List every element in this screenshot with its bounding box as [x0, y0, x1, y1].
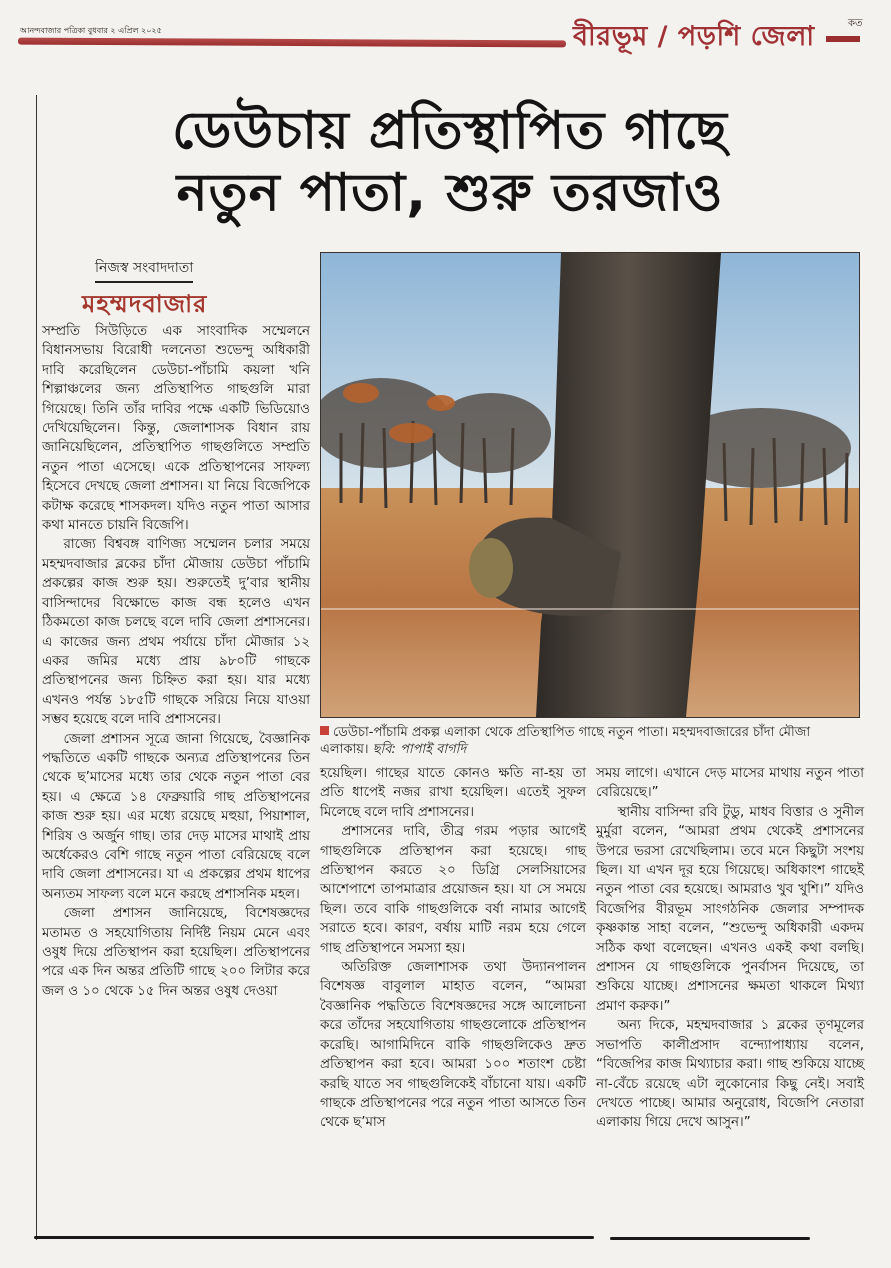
article-column-2 [320, 764, 586, 1133]
photo-caption [320, 724, 860, 758]
paragraph: স্থানীয় বাসিন্দা রবি টুডু, মাধব বিত্তার ও সুনীল মুর্মুরা বলেন, “আমরা প্রথম থেকেই প্রশাসনের উপরে ভরসা রেখেছিলাম। তবে মনে কিছুটা সংশয় ছিল। যা এখন দূর হয়ে গিয়েছে। অধিকাংশ গাছেই নতুন পাতা বের হয়েছে। আমরাও খুব খুশি।” যদিও বিজেপির বীরভূম সাংগঠনিক জেলার সম্পাদক কৃষ্ণকান্ত সাহা বলেন, “শুভেন্দু অধিকারী একদম সঠিক কথা বলেছেন। এখনও একই কথা বলছি। প্রশাসন যে গাছগুলিকে পুনর্বাসন দিয়েছে, তা শুকিয়ে যাচ্ছে। প্রশাসনের ক্ষমতা থাকলে মিথ্যা প্রমাণ করুক।” [596, 804, 864, 1014]
caption-marker-icon [320, 726, 329, 735]
masthead-rule-end [826, 36, 860, 42]
paragraph: হয়েছিল। গাছের যাতে কোনও ক্ষতি না-হয় তা প্রতি ধাপেই নজর রাখা হয়েছিল। এতেই সুফল মিলেছে বলে দাবি প্রশাসনের। [320, 766, 586, 820]
paragraph: অতিরিক্ত জেলাশাসক তথা উদ্যানপালন বিশেষজ্ঞ বাবুলাল মাহাত বলেন, “আমরা বৈজ্ঞানিক পদ্ধতিতে বিশেষজ্ঞদের সঙ্গে আলোচনা করে তাঁদের সহযোগিতায় গাছগুলোকে প্রতিস্থাপন করেছি। আগামিদিনে বাকি গাছগুলিকেও দ্রুত প্রতিস্থাপন করা হবে। আমরা ১০০ শতাংশ চেষ্টা করছি যাতে সব গাছগুলিকেই বাঁচানো যায়। একটি গাছকে প্রতিস্থাপনের পরে নতুন পাতা আসতে তিন থেকে ছ’মাস [320, 960, 586, 1131]
section-title: বীরভূম / পড়শি জেলা [573, 21, 815, 52]
byline: নিজস্ব সংবাদদাতা [95, 256, 193, 283]
masthead [18, 18, 873, 54]
paragraph: সময় লাগে। এখানে দেড় মাসের মাথায় নতুন পাতা বেরিয়েছে।” [596, 766, 864, 801]
paragraph: জেলা প্রশাসন জানিয়েছে, বিশেষজ্ঞদের মতামত ও সহযোগিতায় নির্দিষ্ট নিয়ম মেনে এবং ওষুধ দিয়ে প্রতিস্থাপন করা হয়েছিল। প্রতিস্থাপনের পরে এক দিন অন্তর প্রতিটি গাছে ২০০ লিটার করে জল ও ১০ থেকে ১৫ দিন অন্তর ওষুধ দেওয়া [42, 906, 310, 999]
paragraph: অন্য দিকে, মহম্মদবাজার ১ ব্লকের তৃণমূলের সভাপতি কালীপ্রসাদ বন্দ্যোপাধ্যায় বলেন, “বিজেপির কাজ মিথ্যাচার করা। গাছ শুকিয়ে যাচ্ছে না-বেঁচে রয়েছে এটা লুকোনোর কিছু নেই। সবাই দেখতে পাচ্ছে। আমার অনুরোধ, বিজেপি নেতারা এলাকায় গিয়ে দেখে আসুন।” [596, 1018, 864, 1131]
tree-photo-illustration [321, 253, 859, 717]
paragraph: প্রশাসনের দাবি, তীব্র গরম পড়ার আগেই গাছগুলিকে প্রতিস্থাপন করা হয়েছে। গাছ প্রতিস্থাপন করতে ২০ ডিগ্রি সেলসিয়াসের আশেপাশে তাপমাত্রার প্রয়োজন হয়। যা সে সময়ে ছিল। তবে বাকি গাছগুলিকে বর্ষা নামার আগেই সরাতে হবে। কারণ, বর্ষায় মাটি নরম হয়ে গেলে গাছ প্রতিস্থাপনে সমস্যা হয়। [320, 824, 586, 956]
caption-text: ডেউচা-পাঁচামি প্রকল্প এলাকা থেকে প্রতিস্থাপিত গাছে নতুন পাতা। মহম্মদবাজারের চাঁদা মৌজা এলাকায়। [320, 725, 811, 757]
photo-credit: ছবি: পাপাই বাগদি [372, 742, 467, 757]
paragraph: সম্প্রতি সিউড়িতে এক সাংবাদিক সম্মেলনে বিধানসভায় বিরোধী দলনেতা শুভেন্দু অধিকারী দাবি করেছিলেন ডেউচা-পাঁচামি কয়লা খনি শিল্পাঞ্চলের জন্য প্রতিস্থাপিত গাছগুলি মারা গিয়েছে। তিনি তাঁর দাবির পক্ষে একটি ভিডিয়োও দেখিয়েছিলেন। কিন্তু, জেলাশাসক বিধান রায় জানিয়েছিলেন, প্রতিস্থাপিত গাছগুলিতে সম্প্রতি নতুন পাতা এসেছে। একে প্রতিস্থাপনের সাফল্য হিসেবে দেখছে জেলা প্রশাসন। যা নিয়ে বিজেপিকে কটাক্ষ করেছে শাসকদল। যদিও নতুন পাতা আসার কথা মানতে চায়নি বিজেপি। [42, 324, 310, 534]
headline-line-2: নতুন পাতা, শুরু তরজাও [176, 163, 724, 223]
paragraph: রাজ্যে বিশ্ববঙ্গ বাণিজ্য সম্মেলন চলার সময়ে মহম্মদবাজার ব্লকের চাঁদা মৌজায় ডেউচা পাঁচামি প্রকল্পের কাজ শুরু হয়। শুরুতেই দু’বার স্থানীয় বাসিন্দাদের বিক্ষোভে কাজ বন্ধ হলেও এখন ঠিকমতো কাজ চলছে বলে দাবি জেলা প্রশাসনের। এ কাজের জন্য প্রথম পর্যায়ে চাঁদা মৌজার ১২ একর জমির মধ্যে প্রায় ৯৮০টি গাছকে প্রতিস্থাপনের জন্য চিহ্নিত করা হয়। যার মধ্যে এখনও পর্যন্ত ১৮৫টি গাছকে সরিয়ে নিয়ে যাওয়া সম্ভব হয়েছে বলে দাবি প্রশাসনের। [42, 537, 310, 728]
article-column-1 [42, 322, 310, 1001]
article-photo [320, 252, 860, 718]
page-number: কত [848, 18, 863, 29]
newspaper-dateline: আনন্দবাজার পত্রিকা বুধবার ২ এপ্রিল ২০২৫ [20, 26, 162, 35]
headline [50, 100, 850, 224]
bottom-rule-left [34, 1236, 594, 1239]
paragraph: জেলা প্রশাসন সূত্রে জানা গিয়েছে, বৈজ্ঞানিক পদ্ধতিতে একটি গাছকে অন্যত্র প্রতিস্থাপনের তিন থেকে ছ’মাসের মধ্যে তার থেকে নতুন পাতা বের হয়। এ ক্ষেত্রে ১৪ ফেব্রুয়ারি গাছ প্রতিস্থাপনের কাজ শুরু হয়। এর মধ্যে রয়েছে মহুয়া, পিয়াশাল, শিরিষ ও অর্জুন গাছ। তার দেড় মাসের মাথাই প্রায় অর্ধেকেরও বেশি গাছে নতুন পাতা বেরিয়েছে বলে দাবি জেলা প্রশাসনের। যা এ প্রকল্পের প্রথম ধাপের অন্যতম সাফল্য বলে মনে করছে প্রশাসনিক মহল। [42, 731, 310, 902]
article-column-3 [596, 764, 864, 1133]
dateline-place: মহম্মদবাজার [82, 290, 208, 318]
bottom-rule-right [610, 1237, 810, 1240]
headline-line-1: ডেউচায় প্রতিস্থাপিত গাছে [172, 101, 728, 161]
article-border [36, 95, 37, 1240]
masthead-rule [18, 38, 566, 48]
